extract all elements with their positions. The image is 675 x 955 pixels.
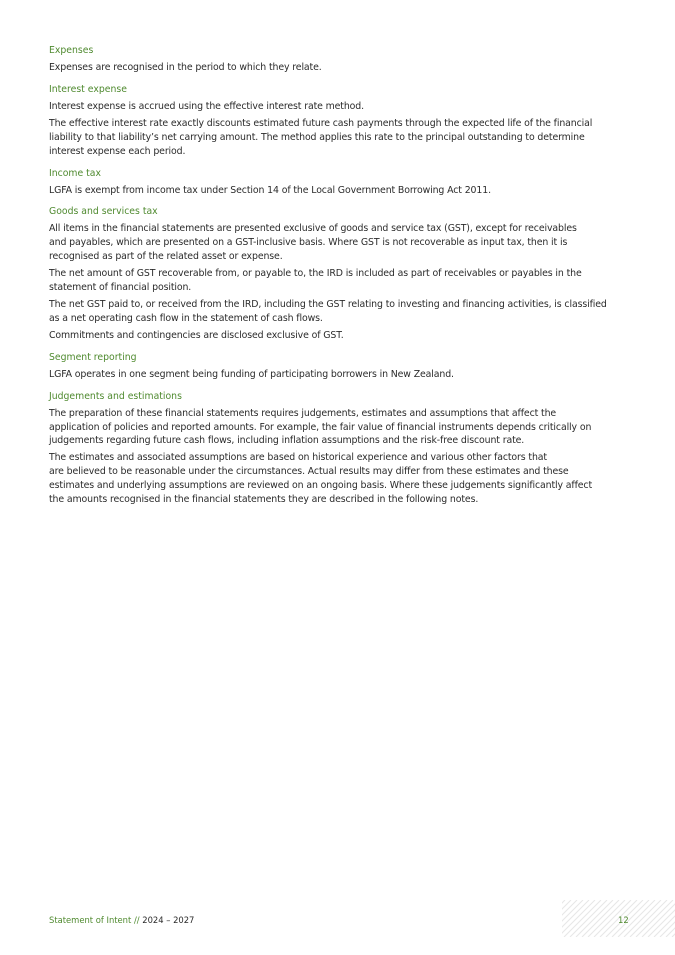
paragraph-line: application of policies and reported amounts. For example, the fair value of financial instruments depends critically on [49,421,592,433]
footer-page-badge [562,900,675,937]
paragraph [49,267,629,295]
section [49,351,629,382]
paragraph-line: judgements regarding future cash flows, including inflation assumptions and the risk-free discount rate. [49,435,525,447]
paragraph-line: are believed to be reasonable under the circumstances. Actual results may differ from these estimates and these [49,466,569,478]
section-heading: Goods and services tax [49,206,158,218]
paragraph-line: Commitments and contingencies are disclosed exclusive of GST. [49,329,344,341]
hatch-line [562,900,595,937]
section [49,167,629,198]
paragraph [49,407,629,449]
paragraph [49,451,629,507]
paragraph-line: as a net operating cash flow in the statement of cash flows. [49,312,323,324]
hatch-line [576,900,613,937]
paragraph [49,222,629,264]
paragraph-line: statement of financial position. [49,282,192,294]
paragraph-line: Expenses are recognised in the period to which they relate. [49,62,322,73]
section-heading: Judgements and estimations [49,390,182,402]
hatch-line [630,900,667,937]
paragraph-line: estimates and underlying assumptions are reviewed on an ongoing basis. Where these judgements significantly affect [49,480,593,492]
section-heading: Expenses [49,45,94,56]
hatch-line [564,900,601,937]
paragraph-line: Interest expense is accrued using the effective interest rate method. [49,100,364,112]
paragraph-line: The estimates and associated assumptions are based on historical experience and various other factors that [49,452,547,464]
section [49,44,629,75]
footer-separator: // [131,915,143,925]
paragraph-line: LGFA is exempt from income tax under Section 14 of the Local Government Borrowing Act 2011. [49,184,491,196]
footer-document-title [49,914,194,926]
paragraph-line: The net amount of GST recoverable from, or payable to, the IRD is included as part of receivables or payables in the [49,268,582,280]
section-heading: Income tax [49,167,102,179]
section [49,205,629,342]
footer-title: Statement of Intent [49,915,132,925]
paragraph-line: The preparation of these financial statements requires judgements, estimates and assumptions that affect the [49,407,557,419]
paragraph [49,117,629,159]
section-heading: Interest expense [49,83,127,95]
paragraph [49,100,629,114]
document-body [49,44,629,510]
page-number: 12 [618,915,629,925]
paragraph [49,298,629,326]
paragraph-line: and payables, which are presented on a GST-inclusive basis. Where GST is not recoverable as input tax, then it is [49,237,568,249]
paragraph-line: liability to that liability’s net carrying amount. The method applies this rate to the principal outstanding to determine [49,131,585,143]
section-heading: Segment reporting [49,351,137,363]
hatch-line [642,900,675,937]
paragraph [49,184,629,198]
section [49,83,629,159]
hatch-line [624,900,661,937]
footer-years: 2024 – 2027 [142,915,195,925]
paragraph [49,61,629,75]
paragraph-line: interest expense each period. [49,145,186,157]
paragraph [49,329,629,343]
paragraph-line: All items in the financial statements are presented exclusive of goods and service tax (GST), except for receivables [49,223,577,235]
hatch-line [582,900,619,937]
section [49,390,629,507]
paragraph-line: LGFA operates in one segment being funding of participating borrowers in New Zealand. [49,368,454,380]
paragraph [49,368,629,382]
paragraph-line: The net GST paid to, or received from the IRD, including the GST relating to investing and financing activities, is classified [49,298,607,310]
hatch-line [570,900,607,937]
paragraph-line: The effective interest rate exactly discounts estimated future cash payments through the expected life of the financial [49,117,593,129]
paragraph-line: recognised as part of the related asset or expense. [49,251,283,263]
paragraph-line: the amounts recognised in the financial statements they are described in the following notes. [49,494,479,506]
hatch-line [636,900,673,937]
